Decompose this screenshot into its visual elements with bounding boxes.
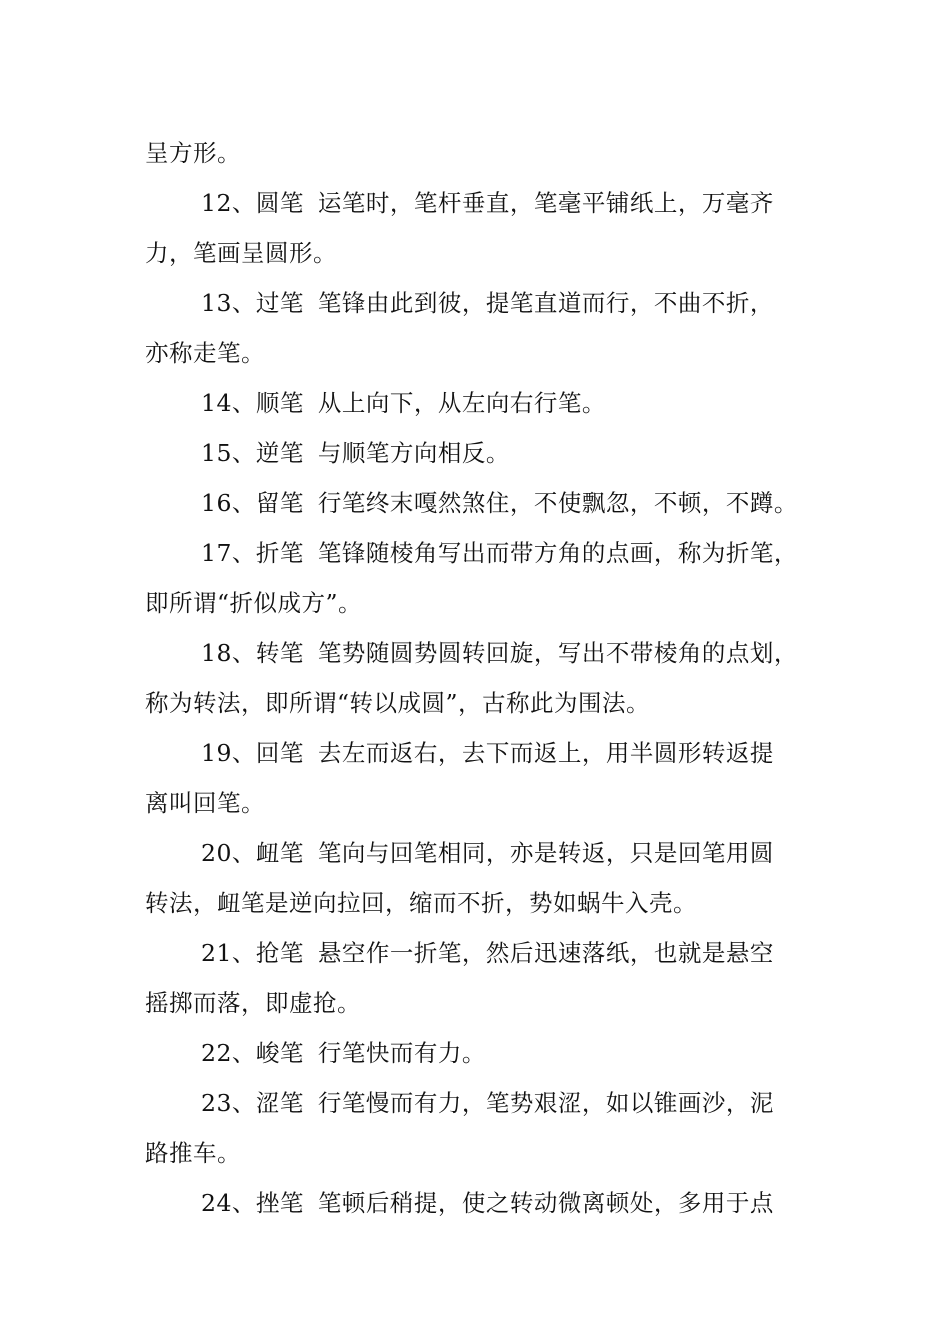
text-line — [145, 1028, 825, 1078]
term-label: 16、留笔 — [201, 489, 304, 517]
term-label: 19、回笔 — [201, 739, 304, 767]
text-line — [145, 178, 825, 228]
line-text: 去左而返右，去下而返上，用半圆形转返提 — [317, 739, 774, 767]
text-line — [145, 378, 825, 428]
line-text: 笔顿后稍提，使之转动微离顿处，多用于点 — [317, 1189, 774, 1217]
term-label: 24、挫笔 — [201, 1189, 304, 1217]
line-text: 从上向下，从左向右行笔。 — [317, 389, 606, 417]
text-line — [145, 678, 825, 728]
text-line — [145, 328, 825, 378]
term-label: 21、抢笔 — [201, 939, 304, 967]
text-line — [145, 1128, 825, 1178]
text-line — [145, 278, 825, 328]
term-label: 20、衄笔 — [201, 839, 304, 867]
term-label: 18、转笔 — [201, 639, 304, 667]
text-line — [145, 478, 825, 528]
term-label: 17、折笔 — [201, 539, 304, 567]
line-text: 离叫回笔。 — [145, 789, 265, 817]
text-line — [145, 628, 825, 678]
term-label: 15、逆笔 — [201, 439, 304, 467]
text-line — [145, 528, 825, 578]
line-text: 与顺笔方向相反。 — [317, 439, 510, 467]
text-line — [145, 928, 825, 978]
term-label: 12、圆笔 — [201, 189, 304, 217]
line-text: 摇掷而落，即虚抢。 — [145, 989, 361, 1017]
text-line — [145, 728, 825, 778]
text-line — [145, 828, 825, 878]
term-label: 14、顺笔 — [201, 389, 304, 417]
line-text: 笔锋由此到彼，提笔直道而行，不曲不折， — [317, 289, 774, 317]
line-text: 亦称走笔。 — [145, 339, 265, 367]
text-line — [145, 1078, 825, 1128]
term-label: 23、涩笔 — [201, 1089, 304, 1117]
term-label: 13、过笔 — [201, 289, 304, 317]
text-line — [145, 1178, 825, 1228]
text-line — [145, 128, 825, 178]
line-text: 即所谓“折似成方”。 — [145, 589, 363, 617]
text-line — [145, 578, 825, 628]
text-line — [145, 778, 825, 828]
line-text: 呈方形。 — [145, 139, 241, 167]
line-text: 转法，衄笔是逆向拉回，缩而不折，势如蜗牛入壳。 — [145, 889, 697, 917]
line-text: 笔向与回笔相同，亦是转返，只是回笔用圆 — [317, 839, 774, 867]
text-line — [145, 878, 825, 928]
line-text: 行笔快而有力。 — [317, 1039, 486, 1067]
text-line — [145, 228, 825, 278]
line-text: 笔锋随棱角写出而带方角的点画，称为折笔， — [317, 539, 798, 567]
line-text: 笔势随圆势圆转回旋，写出不带棱角的点划， — [317, 639, 798, 667]
line-text: 行笔慢而有力，笔势艰涩，如以锥画沙，泥 — [317, 1089, 774, 1117]
line-text: 力，笔画呈圆形。 — [145, 239, 337, 267]
line-text: 运笔时，笔杆垂直，笔毫平铺纸上，万毫齐 — [317, 189, 774, 217]
line-text: 称为转法，即所谓“转以成圆”，古称此为围法。 — [145, 689, 651, 717]
term-label: 22、峻笔 — [201, 1039, 304, 1067]
text-line — [145, 978, 825, 1028]
line-text: 路推车。 — [145, 1139, 241, 1167]
text-line — [145, 428, 825, 478]
document-body — [145, 128, 825, 1228]
line-text: 行笔终末嘎然煞住，不使飘忽，不顿，不蹲。 — [317, 489, 798, 517]
line-text: 悬空作一折笔，然后迅速落纸，也就是悬空 — [317, 939, 774, 967]
